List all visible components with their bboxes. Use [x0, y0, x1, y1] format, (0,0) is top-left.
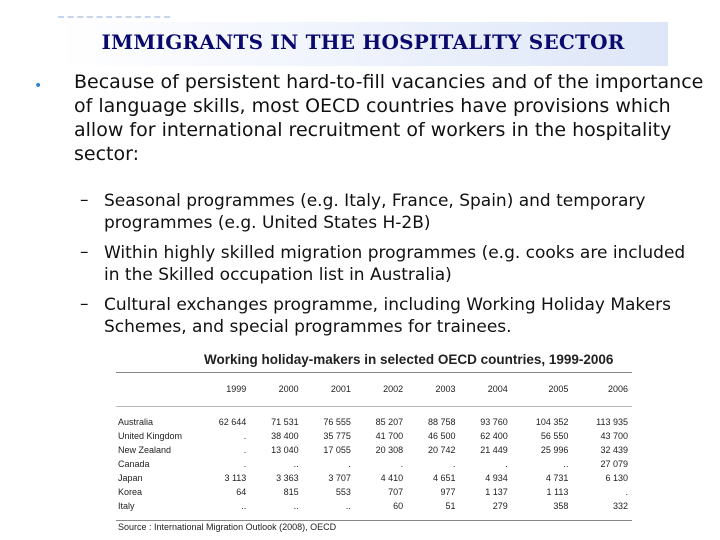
country-cell: Australia — [118, 416, 154, 427]
value-cell: 4 731 — [545, 472, 569, 483]
value-cell: 332 — [612, 500, 628, 511]
value-cell: 707 — [388, 486, 404, 497]
bullet-icon: • — [34, 78, 43, 94]
value-cell: 4 934 — [485, 472, 508, 483]
value-cell: 71 531 — [271, 416, 299, 427]
table-source: Source : International Migration Outlook (2008), OECD — [118, 522, 337, 532]
table-title: Working holiday-makers in selected OECD countries, 1999-2006 — [204, 352, 614, 367]
sub-item-seasonal: Seasonal programmes (e.g. Italy, France, Spain) and temporary programmes (e.g. United States H-2B) — [104, 191, 646, 233]
title-decoration — [58, 16, 170, 18]
table-row — [116, 498, 632, 520]
value-cell: 3 707 — [328, 472, 351, 483]
country-cell: Japan — [118, 472, 143, 483]
table-row — [116, 428, 632, 442]
value-cell: 85 207 — [375, 416, 404, 427]
header-year: 2003 — [407, 373, 459, 407]
value-cell: 21 449 — [480, 444, 508, 455]
value-cell: .. — [293, 458, 299, 469]
value-cell: 279 — [492, 500, 508, 511]
value-cell: 358 — [553, 500, 569, 511]
table-header-row — [116, 373, 632, 407]
dash-icon: – — [80, 294, 89, 314]
table-row — [116, 442, 632, 456]
slide-title: IMMIGRANTS IN THE HOSPITALITY SECTOR — [101, 30, 625, 54]
value-cell: 25 996 — [540, 444, 569, 455]
value-cell: . — [400, 458, 404, 469]
header-year: 2005 — [512, 373, 573, 407]
value-cell: 977 — [440, 486, 456, 497]
value-cell: 20 308 — [375, 444, 404, 455]
main-bullet-text: Because of persistent hard-to-fill vacancies and of the importance of language skills, most OECD countries have provisions which allow for international recruitment of workers in the hospitality sector: — [74, 71, 704, 165]
value-cell: .. — [293, 500, 299, 511]
value-cell: 93 760 — [480, 416, 508, 427]
value-cell: 60 — [393, 500, 404, 511]
header-country — [116, 373, 198, 407]
header-year: 1999 — [198, 373, 250, 407]
value-cell: 553 — [335, 486, 351, 497]
value-cell: . — [243, 458, 247, 469]
value-cell: 104 352 — [535, 416, 569, 427]
value-cell: . — [505, 458, 508, 469]
value-cell: 62 644 — [218, 416, 247, 427]
value-cell: 1 113 — [546, 486, 569, 497]
dash-icon: – — [80, 242, 89, 262]
table-row — [116, 407, 632, 429]
value-cell: 20 742 — [427, 444, 456, 455]
value-cell: .. — [563, 458, 569, 469]
header-year: 2000 — [250, 373, 302, 407]
value-cell: 56 550 — [540, 430, 569, 441]
value-cell: 1 137 — [485, 486, 508, 497]
value-cell: 3 363 — [276, 472, 299, 483]
value-cell: 27 079 — [600, 458, 628, 469]
header-year: 2006 — [572, 373, 632, 407]
value-cell: 41 700 — [375, 430, 404, 441]
value-cell: 38 400 — [271, 430, 299, 441]
value-cell: 76 555 — [323, 416, 351, 427]
value-cell: 17 055 — [323, 444, 351, 455]
value-cell: 6 130 — [605, 472, 628, 483]
data-table — [116, 372, 632, 521]
value-cell: .. — [241, 500, 247, 511]
value-cell: 4 651 — [432, 472, 456, 483]
dash-icon: – — [80, 190, 89, 210]
value-cell: 35 775 — [323, 430, 351, 441]
value-cell: . — [243, 430, 247, 441]
table-row — [116, 484, 632, 498]
value-cell: . — [348, 458, 351, 469]
value-cell: 3 113 — [224, 472, 247, 483]
value-cell: 4 410 — [380, 472, 404, 483]
value-cell: 32 439 — [600, 444, 628, 455]
value-cell: . — [625, 486, 628, 497]
value-cell: 62 400 — [480, 430, 508, 441]
sub-item-cultural: Cultural exchanges programme, including Working Holiday Makers Schemes, and special programmes for trainees. — [104, 295, 671, 337]
sub-item-skilled: Within highly skilled migration programmes (e.g. cooks are included in the Skilled occupation list in Australia) — [104, 243, 686, 285]
value-cell: . — [452, 458, 456, 469]
header-year: 2001 — [303, 373, 355, 407]
header-year: 2004 — [459, 373, 511, 407]
value-cell: 51 — [445, 500, 456, 511]
value-cell: 64 — [236, 486, 247, 497]
value-cell: 46 500 — [427, 430, 456, 441]
value-cell: .. — [345, 500, 351, 511]
value-cell: 13 040 — [271, 444, 299, 455]
country-cell: Canada — [118, 458, 150, 469]
table-row — [116, 470, 632, 484]
header-year: 2002 — [355, 373, 407, 407]
country-cell: New Zealand — [118, 444, 172, 455]
value-cell: . — [243, 444, 247, 455]
country-cell: United Kingdom — [118, 430, 183, 441]
value-cell: 113 935 — [596, 416, 628, 427]
table-row — [116, 456, 632, 470]
country-cell: Italy — [118, 500, 135, 511]
value-cell: 815 — [283, 486, 299, 497]
country-cell: Korea — [118, 486, 143, 497]
value-cell: 43 700 — [600, 430, 628, 441]
value-cell: 88 758 — [427, 416, 456, 427]
